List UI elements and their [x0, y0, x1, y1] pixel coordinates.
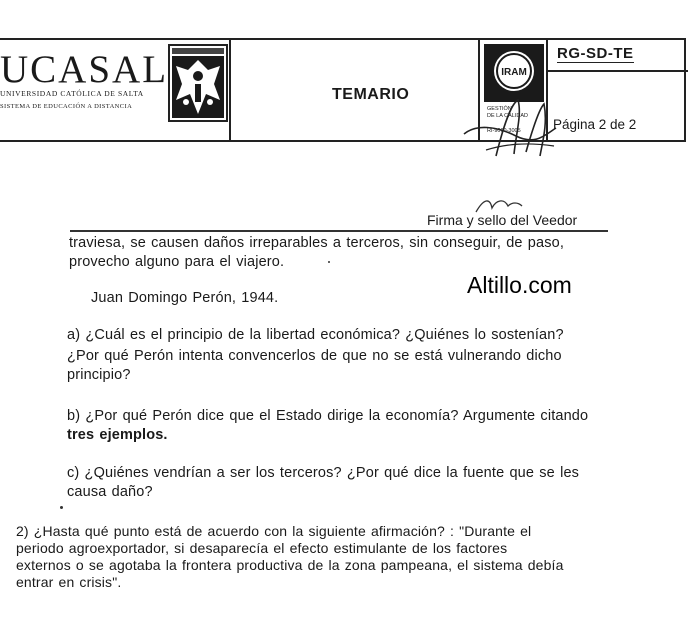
question-a-line-2: ¿Por qué Perón intenta convencerlos de que no se está vulnerando dicho — [67, 348, 562, 364]
section-rule — [70, 230, 608, 232]
citation: Juan Domingo Perón, 1944. — [91, 290, 279, 306]
cert-number: RI-9000-3005 — [487, 128, 521, 134]
document-code: RG-SD-TE — [557, 45, 634, 62]
veedor-label: Firma y sello del Veedor — [427, 212, 578, 228]
logo-name: UCASAL — [0, 48, 169, 91]
question-2-line-2: periodo agroexportador, si desaparecía el efecto estimulante de los factores — [16, 540, 508, 556]
page-number: Página 2 de 2 — [553, 117, 637, 132]
question-a-line-3: principio? — [67, 367, 131, 383]
cert-logo-label: IRAM — [501, 67, 527, 78]
question-2-line-1: 2) ¿Hasta qué punto está de acuerdo con la siguiente afirmación? : "Durante el — [16, 523, 532, 539]
header-divider — [546, 70, 688, 72]
page-title: TEMARIO — [332, 86, 410, 103]
question-2-line-4: entrar en crisis". — [16, 574, 122, 590]
question-a-line-1: a) ¿Cuál es el principio de la libertad económica? ¿Quiénes lo sostenían? — [67, 327, 564, 343]
cert-line-2: DE LA CALIDAD — [487, 113, 528, 119]
cert-line-1: GESTIÓN — [487, 106, 512, 112]
intro-line-1: traviesa, se causen daños irreparables a terceros, sin conseguir, de paso, — [69, 235, 565, 251]
question-c-line-2: causa daño? — [67, 484, 153, 500]
signature-icon — [456, 94, 566, 160]
speck — [328, 261, 330, 263]
question-b-line-2: tres ejemplos. — [67, 427, 168, 443]
speck — [60, 506, 63, 509]
university-crest-icon — [168, 44, 228, 127]
watermark: Altillo.com — [467, 272, 572, 298]
intro-line-2: provecho alguno para el viajero. — [69, 254, 285, 270]
logo-subtitle: UNIVERSIDAD CATÓLICA DE SALTA — [0, 89, 144, 98]
logo-system: SISTEMA DE EDUCACIÓN A DISTANCIA — [0, 103, 133, 110]
header-divider — [229, 40, 231, 140]
question-c-line-1: c) ¿Quiénes vendrían a ser los terceros? ¿Por qué dice la fuente que se les — [67, 465, 580, 481]
institution-logo — [0, 48, 169, 110]
question-b-line-1: b) ¿Por qué Perón dice que el Estado dirige la economía? Argumente citando — [67, 408, 589, 424]
question-2-line-3: externos o se agotaba la frontera productiva de la zona pampeana, el sistema debía — [16, 557, 564, 573]
